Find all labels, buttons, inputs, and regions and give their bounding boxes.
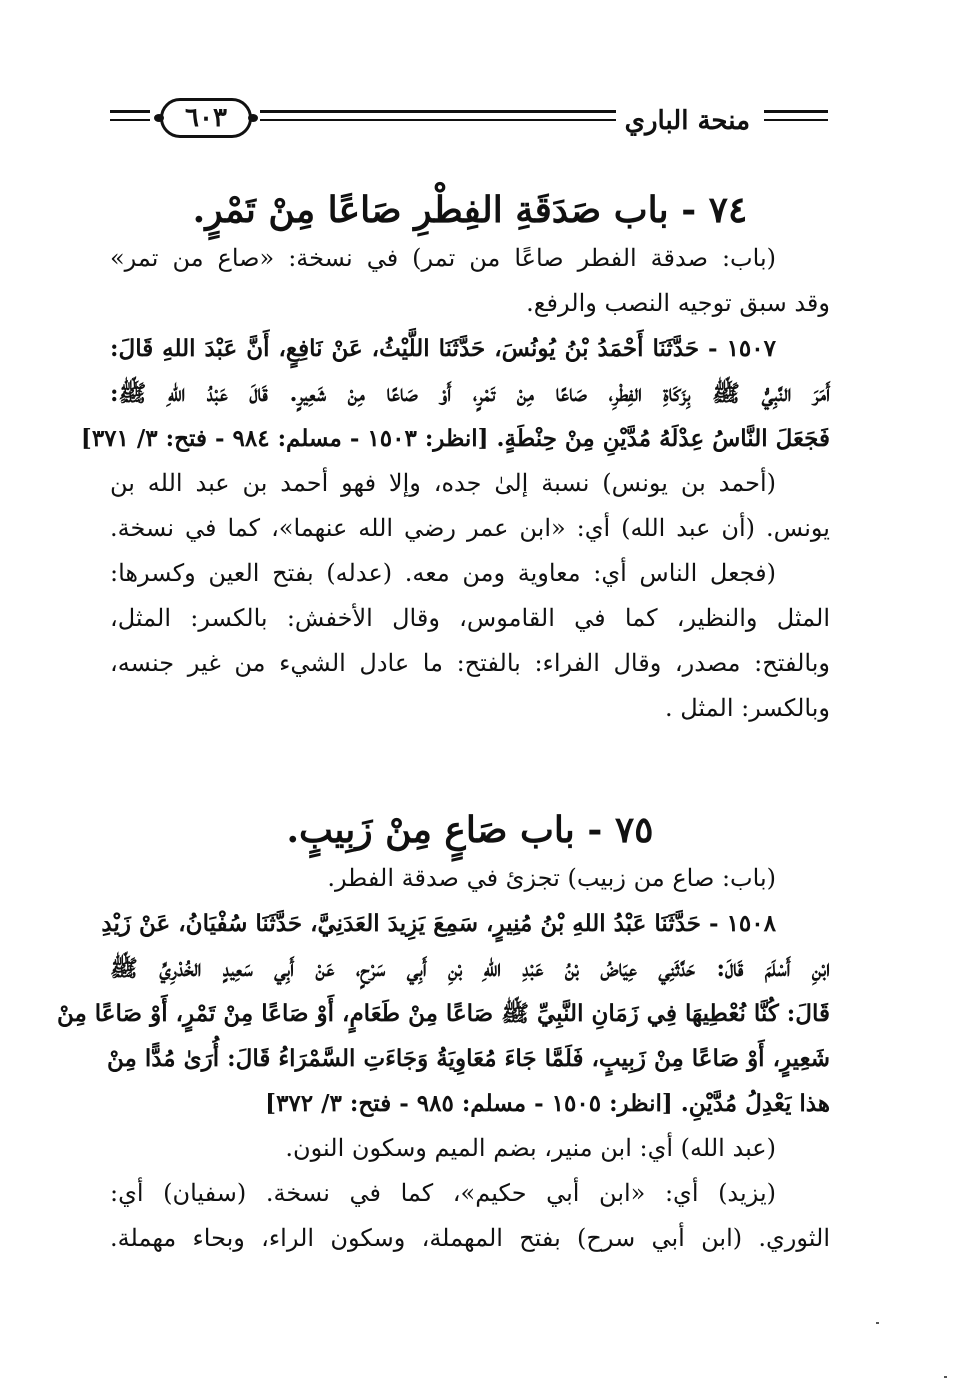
hadith-line: ١٥٠٨ - حَدَّثَنَا عَبْدُ اللهِ بْنُ مُنِيرٍ، سَمِعَ يَزِيدَ العَدَنِيَّ، حَدَّثَنَا سُفْيَانُ، عَنْ زَيْدِ [101,910,776,937]
text-line: المثل والنظير، كما في القاموس، وقال الأخفش: بالكسر: المثل، [110,604,830,632]
hadith-line: ابْنِ أَسْلَمَ قَالَ: حَدَّثَنِي عِيَاضُ بْنُ عَبْدِ اللهِ بْنِ أَبِي سَرْحٍ، عَنْ أَبِي سَعِيدٍ الخُدْرِيِّ ﷺ [110,955,830,982]
section-75-heading: ٧٥ - باب صَاعٍ مِنْ زَبِيبٍ. [286,809,654,851]
text-line: (أحمد بن يونس) نسبة إلىٰ جده، وإلا فهو أحمد بن عبد الله بن [110,469,776,497]
hadith-line: هذا يَعْدِلُ مُدَّيْنِ. [انظر: ١٥٠٥ - مسلم: ٩٨٥ - فتح: ٣/ ٣٧٢] [265,1090,830,1117]
header-rule-left-bottom [110,119,150,121]
text-line: (عبد الله) أي: ابن منير، بضم الميم وسكون النون. [285,1134,776,1162]
running-header [110,96,828,144]
hadith-line: ١٥٠٧ - حَدَّثَنَا أَحْمَدُ بْنُ يُونُسَ، حَدَّثَنَا اللَّيْثُ، عَنْ نَافِعٍ، أَنَّ عَبْدَ اللهِ قَالَ: [110,335,776,362]
header-rule-middle-bottom [260,119,616,121]
hadith-line: فَجَعَلَ النَّاسُ عِدْلَهُ مُدَّيْنِ مِنْ حِنْطَةٍ. [انظر: ١٥٠٣ - مسلم: ٩٨٤ - فتح: ٣/ ٣٧١] [80,425,830,452]
section-75-body [56,856,830,1261]
text-line: (باب: صدقة الفطر صاعًا من تمر) في نسخة: «صاع من تمر» [110,244,776,272]
text-line: وبالكسر: المثل . [664,694,830,722]
text-line: (يزيد) أي: «ابن أبي حكيم»، كما في نسخة. (سفيان) أي: [110,1179,776,1207]
section-74-heading: ٧٤ - باب صَدَقَةِ الفِطْرِ صَاعًا مِنْ تَمْرٍ. [192,189,748,231]
header-rule-right-top [764,110,828,113]
page-number: ٦٠٣ [185,103,227,133]
hadith-line: أَمَرَ النَّبِيُّ ﷺ بِزَكَاةِ الفِطْرِ، صَاعًا مِنْ تَمْرٍ، أَوْ صَاعًا مِنْ شَعِيرٍ. قَالَ عَبْدُ اللهِ ﷺ: [110,380,830,407]
text-line: (فجعل الناس أي: معاوية ومن معه. (عدله) بفتح العين وكسرها: [110,559,776,587]
text-line: وبالفتح: مصدر، وقال الفراء: بالفتح: ما عادل الشيء من غير جنسه، [110,649,830,677]
text-line: (باب: صاع من زبيب) تجزئ في صدقة الفطر. [327,864,776,892]
header-rule-left-top [110,110,150,113]
section-74-body [80,236,830,731]
book-title: منحة الباري [624,106,750,136]
text-line: وقد سبق توجيه النصب والرفع. [526,289,830,317]
scan-speck [876,1322,879,1324]
hadith-line: قَالَ: كُنَّا نُعْطِيهَا فِي زَمَانِ النَّبِيِّ ﷺ صَاعًا مِنْ طَعَامٍ، أَوْ صَاعًا مِنْ تَمْرٍ، أَوْ صَاعًا مِنْ [56,1000,830,1027]
text-line: الثوري. (ابن أبي سرح) بفتح المهملة، وسكون الراء، وبحاء مهملة. [110,1224,830,1252]
header-rule-right-bottom [764,119,828,121]
text-line: يونس. (أن عبد الله) أي: «ابن عمر رضي الله عنهما»، كما في نسخة. [110,514,830,542]
scan-speck [944,1376,947,1378]
header-rule-middle-top [260,110,616,113]
hadith-line: شَعِيرٍ، أَوْ صَاعًا مِنْ زَبِيبٍ، فَلَمَّا جَاءَ مُعَاوِيَةُ وَجَاءَتِ السَّمْرَاءُ قَالَ: أُرَىٰ مُدًّا مِنْ [106,1045,830,1072]
page-number-badge [160,98,252,138]
